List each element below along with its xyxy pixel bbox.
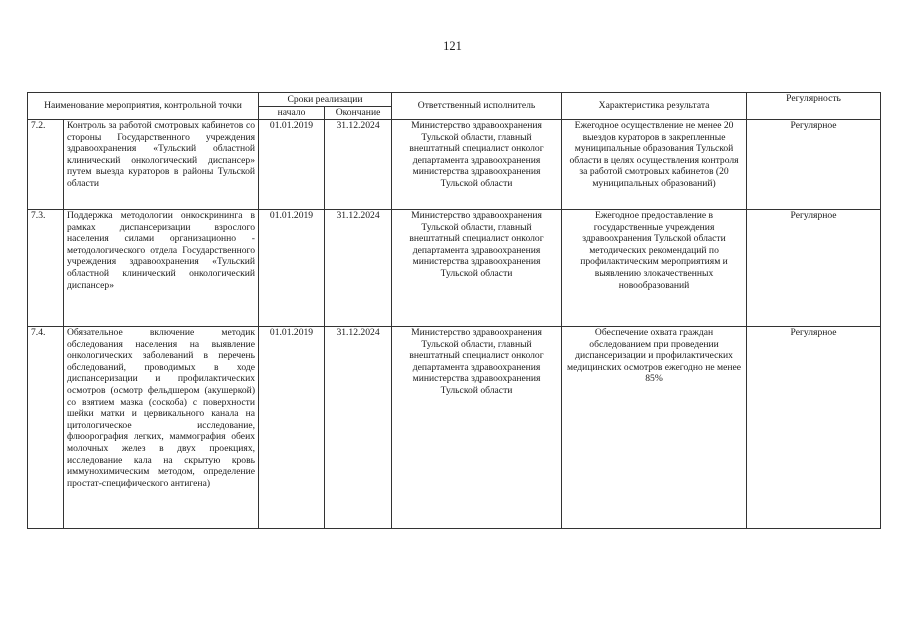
regularity: Регулярное (747, 210, 881, 327)
responsible: Министерство здравоохранения Тульской области, главный внештатный специалист онколог департамента здравоохранения министерства здравоохранения Тульской области (392, 120, 562, 210)
row-number: 7.4. (28, 327, 64, 529)
end-date: 31.12.2024 (325, 210, 392, 327)
start-date: 01.01.2019 (259, 210, 325, 327)
row-number: 7.3. (28, 210, 64, 327)
page-number: 121 (443, 39, 462, 53)
header-end: Окончание (325, 107, 392, 120)
header-regularity: Регулярность (747, 93, 881, 120)
table-row (28, 120, 881, 210)
start-date: 01.01.2019 (259, 327, 325, 529)
header-result: Характеристика результата (562, 93, 747, 120)
row-number: 7.2. (28, 120, 64, 210)
event-name: Обязательное включение методик обследования населения на выявление онкологических заболеваний в перечень обследований, проводимых в ходе диспансеризации и профилактических осмотров (осмотр фельдшером (акушеркой) со взятием мазка (соскоба) с поверхности шейки матки и цервикального канала на цитологическое исследование, флюорография легких, маммография обеих молочных желез в двух проекциях, исследование кала на скрытую кровь иммунохимическим методом, определение простат-специфического антигена) (64, 327, 259, 529)
responsible: Министерство здравоохранения Тульской области, главный внештатный специалист онколог департамента здравоохранения министерства здравоохранения Тульской области (392, 327, 562, 529)
end-date: 31.12.2024 (325, 327, 392, 529)
end-date: 31.12.2024 (325, 120, 392, 210)
result: Ежегодное осуществление не менее 20 выездов кураторов в закрепленные муниципальные образования Тульской области в целях осуществления контроля за работой смотровых кабинетов (20 муниципальных образований) (562, 120, 747, 210)
table-row (28, 210, 881, 327)
regularity: Регулярное (747, 120, 881, 210)
table-row (28, 327, 881, 529)
result: Обеспечение охвата граждан обследованием при проведении диспансеризации и профилактических медицинских осмотров ежегодно не менее 85% (562, 327, 747, 529)
regularity: Регулярное (747, 327, 881, 529)
start-date: 01.01.2019 (259, 120, 325, 210)
header-start: начало (259, 107, 325, 120)
responsible: Министерство здравоохранения Тульской области, главный внештатный специалист онколог департамента здравоохранения министерства здравоохранения Тульской области (392, 210, 562, 327)
header-responsible: Ответственный исполнитель (392, 93, 562, 120)
header-period: Сроки реализации (259, 93, 392, 107)
event-name: Контроль за работой смотровых кабинетов со стороны Государственного учреждения здравоохранения «Тульский областной клинический онкологический диспансер» путем выезда кураторов в районы Тульской области (64, 120, 259, 210)
header-name: Наименование мероприятия, контрольной точки (28, 93, 259, 120)
events-table (27, 92, 881, 529)
event-name: Поддержка методологии онкоскрининга в рамках диспансеризации взрослого населения силами организационно - методологического отдела Государственного учреждения здравоохранения «Тульский областной клинический онкологический диспансер» (64, 210, 259, 327)
result: Ежегодное предоставление в государственные учреждения здравоохранения Тульской области методических рекомендаций по профилактическим мероприятиям и выявлению злокачественных новообразований (562, 210, 747, 327)
